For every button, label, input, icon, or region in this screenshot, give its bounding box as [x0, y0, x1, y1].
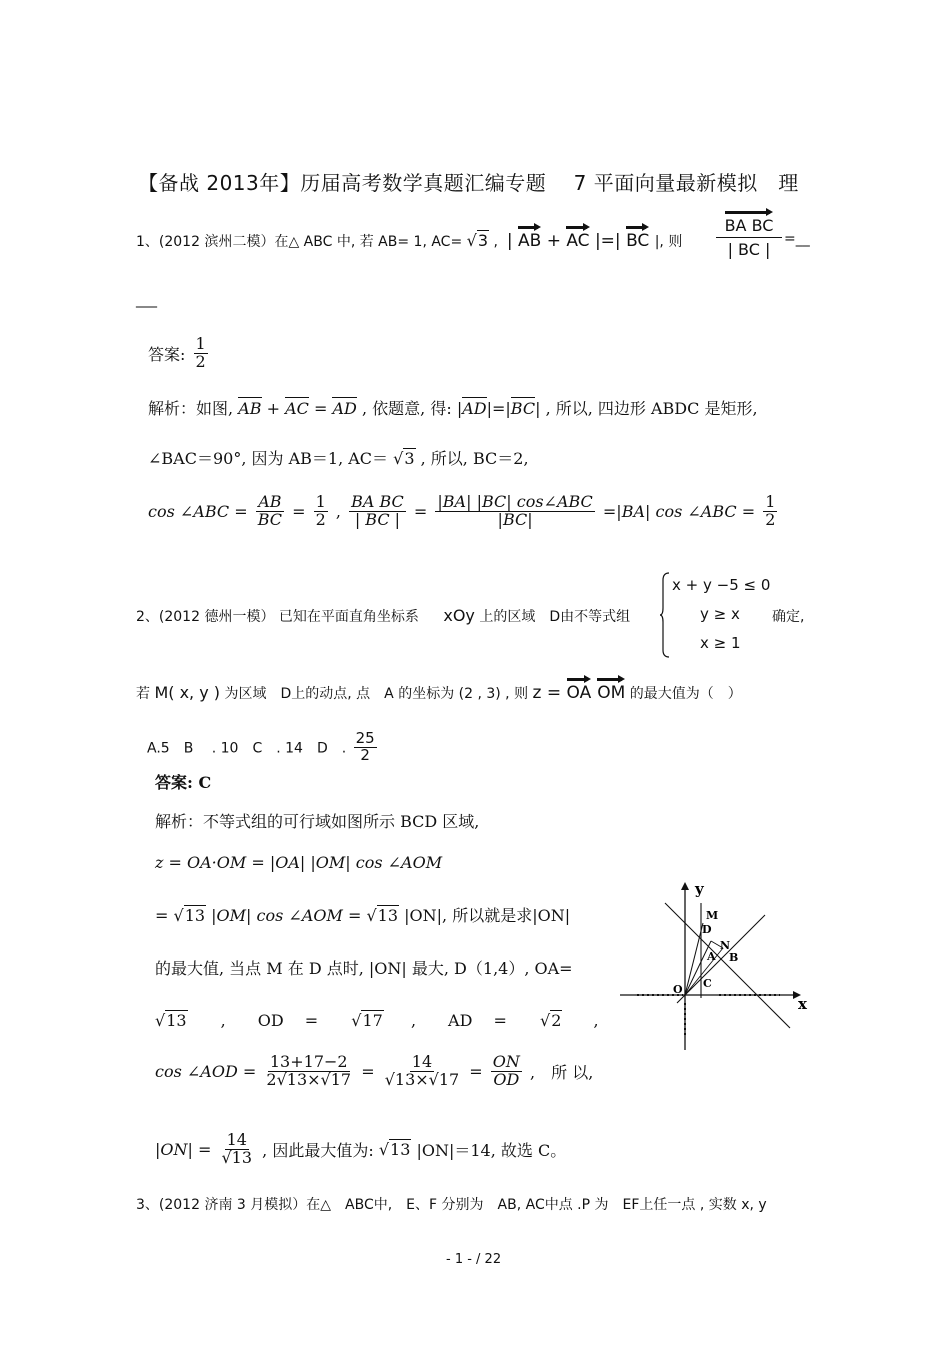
- question-3: 3、(2012 济南 3 月模拟）在△ ABC中, E、F 分别为 AB, AC中点 .P 为 EF上任一点 , 实数 x, y: [136, 1197, 767, 1213]
- page-title: 【备战 2013年】历届高考数学真题汇编专题 7 平面向量最新模拟 理: [138, 171, 799, 195]
- solution-1-line-1: 解析：如图, AB + AC = AD , 依题意, 得: |AD|=|BC| , 所以, 四边形 ABDC 是矩形,: [148, 399, 758, 418]
- line-x-plus-y-equals-5: [665, 903, 790, 1028]
- inequality-3: x ≥ 1: [700, 634, 741, 652]
- solution-2-line-4: 的最大值, 当点 M 在 D 点时, |ON| 最大, D（1,4）, OA=: [155, 959, 573, 978]
- solution-1-line-3: cos ∠ABC = $\frac{AB}{BC}$ = $\frac{1}{2}$ , $\frac{\text{BA BC}}{| BC |}$ = $\frac{\text{|BA| |BC| cos∠ABC}}{|BC|}$ =|BA| cos ∠ABC = $\frac{1}{2}$: [148, 492, 776, 529]
- solution-2-line-7: |ON| = $\frac{14}{√13}$ , 因此最大值为: √13 |ON|＝14, 故选 C。: [155, 1130, 567, 1167]
- vector-om: OM: [597, 683, 626, 703]
- point-a-label: A: [707, 950, 716, 963]
- question-2: 2、(2012 德州一模） 已知在平面直角坐标系 xOy 上的区域 D由不等式组: [136, 606, 631, 625]
- point-m-label: M: [706, 909, 719, 922]
- vector-bc: BC: [626, 231, 650, 251]
- q1-sqrt3: √3: [466, 231, 489, 250]
- vector-oa: OA: [566, 683, 592, 703]
- question-2-line-2: 若 M( x, y ) 为区域 D上的动点, 点 A 的坐标为 (2 , 3) , 则 z = OA OM 的最大值为（ ）: [136, 683, 742, 703]
- coordinate-system-name: xOy: [443, 606, 475, 625]
- left-brace-icon: [660, 572, 670, 658]
- point-c-label: C: [703, 977, 712, 990]
- solution-2-line-5: √13 , OD = √17 , AD = √2 ,: [155, 1011, 599, 1030]
- solution-2-line-6: cos ∠AOD = $\frac{13+17-2}{2√13\times√17}$ = $\frac{14}{√13\times√17}$ = $\frac{ON}{OD}$ , 所 以,: [155, 1052, 594, 1089]
- question-1: 1、(2012 滨州二模）在△ ABC 中, 若 AB= 1, AC= √3 , | AB + AC |=| BC |, 则: [136, 231, 683, 251]
- q1-condition: | AB + AC |=| BC: [506, 231, 650, 251]
- solution-2-line-3: = √13 |OM| cos ∠AOM = √13 |ON|, 所以就是求|ON|: [155, 906, 571, 925]
- answer-1: 答案: $\frac{1}{2}$: [148, 334, 206, 371]
- q1-fraction: BA BC | BC |: [716, 216, 782, 259]
- origin-label: O: [673, 983, 683, 996]
- point-n-label: N: [720, 939, 731, 952]
- point-b-label: B: [729, 951, 739, 964]
- q1-prefix: 1、(2012 滨州二模）在△ ABC 中, 若 AB= 1, AC=: [136, 234, 463, 250]
- solution-2-line-1: 解析：不等式组的可行域如图所示 BCD 区域,: [155, 812, 480, 831]
- inequality-2: y ≥ x: [700, 605, 740, 623]
- q1-cond-close: |, 则: [654, 234, 683, 250]
- solution-1-line-2: ∠BAC＝90°, 因为 AB＝1, AC＝ √3 , 所以, BC＝2,: [148, 449, 529, 468]
- x-axis-label: x: [798, 995, 807, 1013]
- point-d-label: D: [702, 923, 712, 936]
- feasible-region-figure: [615, 878, 815, 1053]
- q2-confirm: 确定,: [772, 609, 805, 625]
- vector-ac: AC: [566, 231, 590, 251]
- answer-2: 答案: C: [155, 773, 212, 792]
- q1-answer-blank-2: ___: [136, 292, 157, 308]
- q1-answer-blank: =__: [784, 231, 810, 247]
- inequality-1: x + y −5 ≤ 0: [672, 576, 771, 594]
- y-axis-label: y: [695, 880, 704, 898]
- solution-2-line-2: z = OA·OM = |OA| |OM| cos ∠AOM: [155, 853, 443, 872]
- vector-ab: AB: [517, 231, 542, 251]
- page-number: - 1 - / 22: [446, 1252, 502, 1267]
- question-2-options: A.5 B . 10 C . 14 D . $\frac{25}{2}$: [147, 729, 375, 764]
- y-axis-arrow-icon: [681, 882, 689, 890]
